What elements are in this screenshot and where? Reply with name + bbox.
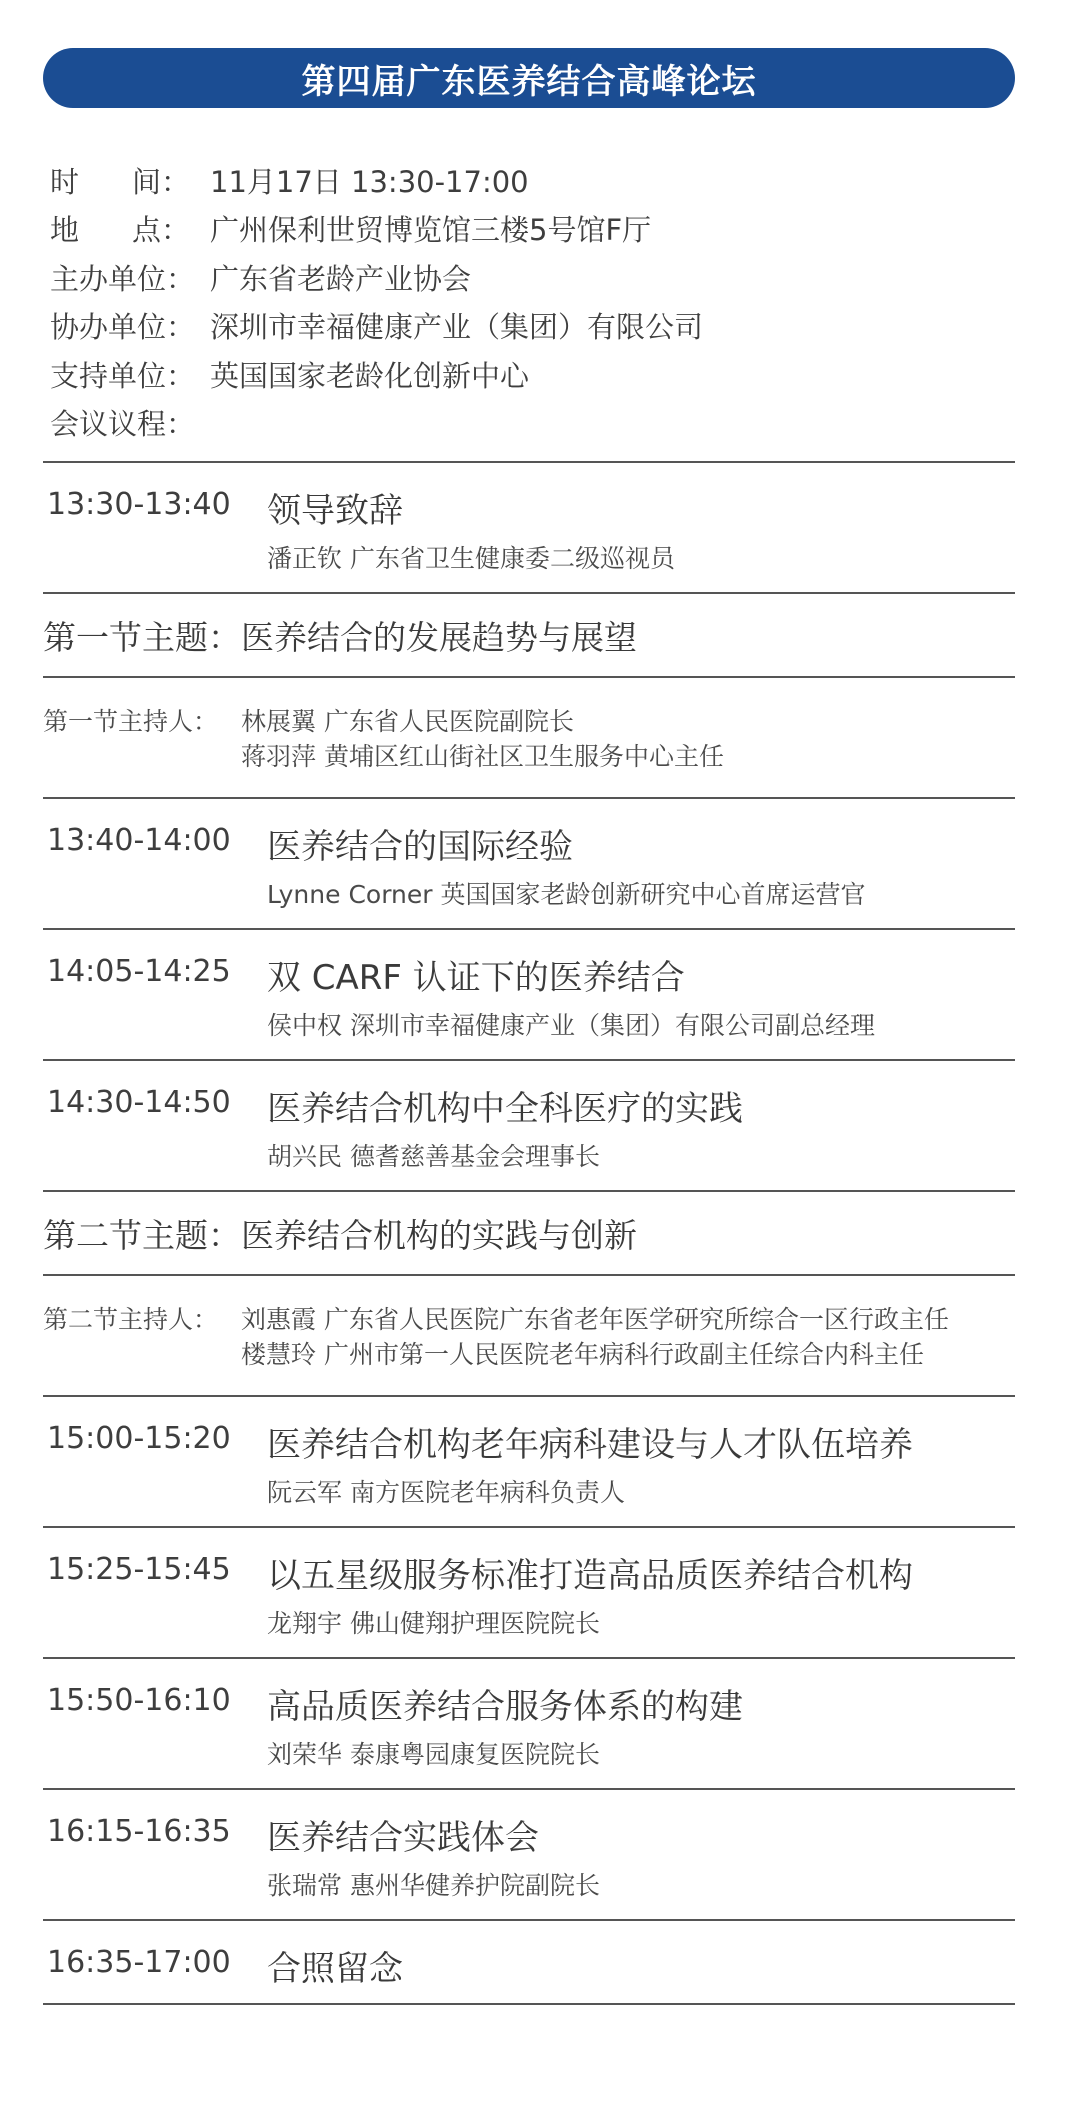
agenda-item [43,1528,1015,1657]
host-1: 刘惠霞 广东省人民医院广东省老年医学研究所综合一区行政主任 [241,1305,949,1334]
host-label: 第二节主持人： [43,1305,219,1334]
agenda-topic: 医养结合实践体会 [267,1818,539,1858]
divider [43,2003,1015,2005]
agenda-speaker: Lynne Corner 英国国家老龄创新研究中心首席运营官 [267,880,866,909]
agenda-time: 16:15-16:35 [47,1814,231,1849]
agenda-topic: 医养结合机构中全科医疗的实践 [267,1089,743,1129]
title-banner [43,48,1015,108]
forum-program [43,48,1015,2005]
info-co-organizer [50,302,1015,351]
agenda-time: 15:50-16:10 [47,1683,231,1718]
agenda-speaker: 刘荣华 泰康粤园康复医院院长 [267,1740,600,1769]
event-info [43,156,1015,447]
agenda-topic: 合照留念 [267,1949,403,1989]
agenda-topic: 领导致辞 [267,491,403,531]
host-label: 第一节主持人： [43,707,219,736]
agenda-item-opening [43,463,1015,592]
agenda-item [43,1397,1015,1526]
info-place-value: 广州保利世贸博览馆三楼5号馆F厅 [210,213,652,248]
section-2-hosts [43,1276,1015,1395]
agenda-speaker: 潘正钦 广东省卫生健康委二级巡视员 [267,544,675,573]
info-time [50,156,1015,205]
info-organizer [50,253,1015,302]
agenda-time: 15:00-15:20 [47,1421,231,1456]
agenda-time: 14:05-14:25 [47,954,231,989]
agenda-item [43,1659,1015,1788]
agenda-topic: 高品质医养结合服务体系的构建 [267,1687,743,1727]
agenda-speaker: 阮云军 南方医院老年病科负责人 [267,1478,625,1507]
info-supporter-value: 英国国家老龄化创新中心 [210,358,530,393]
info-time-label: 时 间： [50,164,190,199]
agenda-speaker: 张瑞常 惠州华健养护院副院长 [267,1871,600,1900]
agenda-item [43,1061,1015,1190]
agenda-item [43,930,1015,1059]
info-supporter-label: 支持单位： [50,358,196,393]
page-title: 第四届广东医养结合高峰论坛 [301,61,757,102]
info-agenda-label: 会议议程： [50,407,196,442]
section-1-hosts [43,678,1015,797]
agenda-speaker: 侯中权 深圳市幸福健康产业（集团）有限公司副总经理 [267,1011,875,1040]
info-place-label: 地 点： [50,213,190,248]
info-place [50,205,1015,254]
section-2-title: 第二节主题：医养结合机构的实践与创新 [43,1215,637,1255]
agenda-item [43,799,1015,928]
agenda-item [43,1790,1015,1919]
info-organizer-label: 主办单位： [50,261,196,296]
info-supporter [50,350,1015,399]
agenda-topic: 医养结合机构老年病科建设与人才队伍培养 [267,1425,913,1465]
info-time-value: 11月17日 13:30-17:00 [210,164,529,199]
agenda-time: 15:25-15:45 [47,1552,231,1587]
host-2: 蒋羽萍 黄埔区红山街社区卫生服务中心主任 [241,742,724,771]
agenda-topic: 双 CARF 认证下的医养结合 [267,958,685,998]
agenda-time: 16:35-17:00 [47,1945,231,1980]
agenda-time: 13:30-13:40 [47,487,231,522]
host-2: 楼慧玲 广州市第一人民医院老年病科行政副主任综合内科主任 [241,1340,924,1369]
agenda-time: 13:40-14:00 [47,823,231,858]
info-co-organizer-label: 协办单位： [50,310,196,345]
section-1-title: 第一节主题：医养结合的发展趋势与展望 [43,617,637,657]
agenda-item-closing [43,1921,1015,2003]
host-1: 林展翼 广东省人民医院副院长 [241,707,574,736]
info-agenda [50,399,1015,448]
info-organizer-value: 广东省老龄产业协会 [210,261,472,296]
info-co-organizer-value: 深圳市幸福健康产业（集团）有限公司 [210,310,704,345]
agenda-speaker: 胡兴民 德耆慈善基金会理事长 [267,1142,600,1171]
agenda-topic: 以五星级服务标准打造高品质医养结合机构 [267,1556,913,1596]
agenda-time: 14:30-14:50 [47,1085,231,1120]
agenda-speaker: 龙翔宇 佛山健翔护理医院院长 [267,1609,600,1638]
agenda-topic: 医养结合的国际经验 [267,827,573,867]
